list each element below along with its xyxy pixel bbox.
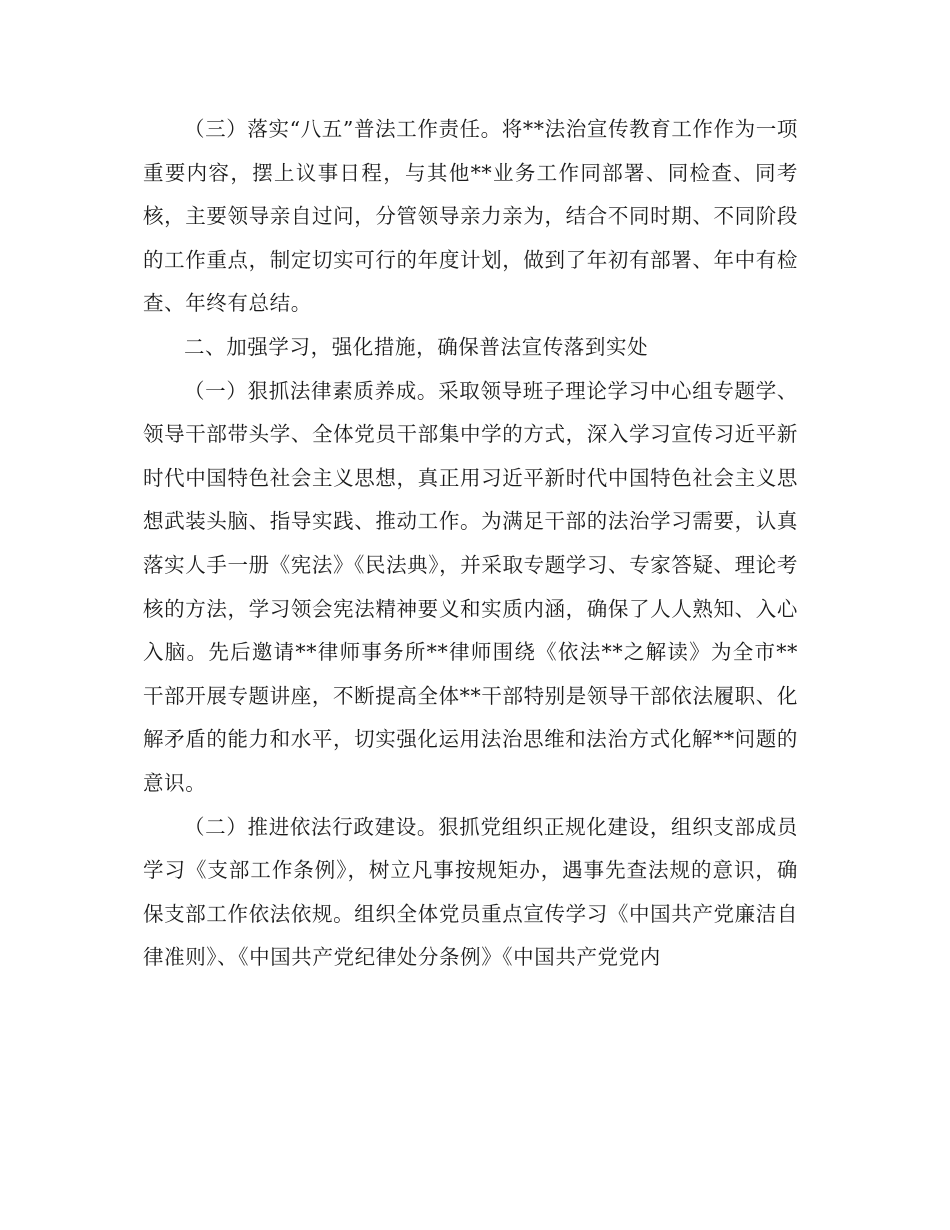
section-heading-learning: 二、加强学习，强化措施，确保普法宣传落到实处 bbox=[184, 334, 649, 359]
document-body bbox=[143, 108, 798, 980]
paragraph-responsibility: （三）落实“八五”普法工作责任。将**法治宣传教育工作作为一项重要内容，摆上议事日程，与其他**业务工作同部署、同检查、同考核，主要领导亲自过问，分管领导亲力亲为，结合不同时期、不同阶段的工作重点，制定切实可行的年度计划，做到了年初有部署、年中有检查、年终有总结。 bbox=[143, 117, 798, 316]
paragraph-legal-literacy: （一）狠抓法律素质养成。采取领导班子理论学习中心组专题学、领导干部带头学、全体党员干部集中学的方式，深入学习宣传习近平新时代中国特色社会主义思想，真正用习近平新时代中国特色社会主义思想武装头脑、指导实践、推动工作。为满足干部的法治学习需要，认真落实人手一册《宪法》《民法典》，并采取专题学习、专家答疑、理论考核的方法，学习领会宪法精神要义和实质内涵，确保了人人熟知、入心入脑。先后邀请**律师事务所**律师围绕《依法**之解读》为全市**干部开展专题讲座，不断提高全体**干部特别是领导干部依法履职、化解矛盾的能力和水平，切实强化运用法治思维和法治方式化解**问题的意识。 bbox=[143, 378, 798, 795]
paragraph-law-administration: （二）推进依法行政建设。狠抓党组织正规化建设，组织支部成员学习《支部工作条例》，树立凡事按规矩办，遇事先查法规的意识，确保支部工作依法依规。组织全体党员重点宣传学习《中国共产党廉洁自律准则》、《中国共产党纪律处分条例》《中国共产党党内 bbox=[143, 814, 798, 970]
